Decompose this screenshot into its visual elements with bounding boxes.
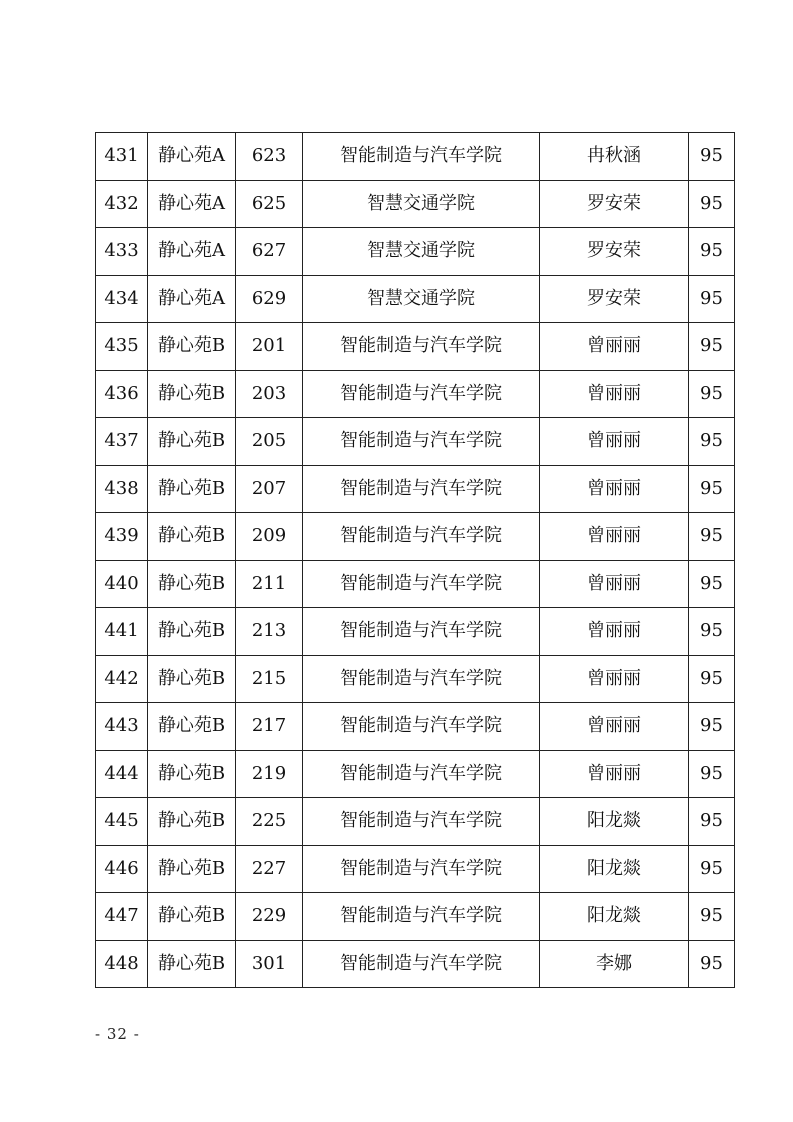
cell-serial-number: 440 bbox=[96, 560, 148, 608]
cell-responsible-person: 阳龙燚 bbox=[540, 893, 689, 941]
table-row bbox=[96, 370, 735, 418]
cell-responsible-person: 李娜 bbox=[540, 940, 689, 988]
cell-responsible-person: 罗安荣 bbox=[540, 180, 689, 228]
cell-responsible-person: 曾丽丽 bbox=[540, 750, 689, 798]
cell-room-number: 225 bbox=[236, 798, 303, 846]
cell-score: 95 bbox=[689, 133, 735, 181]
cell-room-number: 207 bbox=[236, 465, 303, 513]
table-row bbox=[96, 655, 735, 703]
page-number: - 32 - bbox=[95, 1025, 140, 1043]
cell-room-number: 217 bbox=[236, 703, 303, 751]
cell-room-number: 205 bbox=[236, 418, 303, 466]
cell-score: 95 bbox=[689, 893, 735, 941]
cell-score: 95 bbox=[689, 798, 735, 846]
table-row bbox=[96, 608, 735, 656]
cell-room-number: 213 bbox=[236, 608, 303, 656]
cell-serial-number: 442 bbox=[96, 655, 148, 703]
table-row bbox=[96, 275, 735, 323]
table-row bbox=[96, 560, 735, 608]
cell-responsible-person: 冉秋涵 bbox=[540, 133, 689, 181]
cell-building: 静心苑B bbox=[148, 560, 236, 608]
cell-score: 95 bbox=[689, 560, 735, 608]
cell-serial-number: 439 bbox=[96, 513, 148, 561]
cell-serial-number: 443 bbox=[96, 703, 148, 751]
cell-building: 静心苑A bbox=[148, 228, 236, 276]
cell-room-number: 211 bbox=[236, 560, 303, 608]
cell-college: 智慧交通学院 bbox=[303, 228, 540, 276]
cell-building: 静心苑B bbox=[148, 750, 236, 798]
cell-score: 95 bbox=[689, 370, 735, 418]
cell-serial-number: 431 bbox=[96, 133, 148, 181]
cell-room-number: 625 bbox=[236, 180, 303, 228]
cell-responsible-person: 曾丽丽 bbox=[540, 560, 689, 608]
cell-college: 智能制造与汽车学院 bbox=[303, 560, 540, 608]
cell-building: 静心苑B bbox=[148, 655, 236, 703]
cell-building: 静心苑B bbox=[148, 703, 236, 751]
table-row bbox=[96, 798, 735, 846]
table-row bbox=[96, 893, 735, 941]
cell-serial-number: 435 bbox=[96, 323, 148, 371]
cell-score: 95 bbox=[689, 940, 735, 988]
cell-serial-number: 448 bbox=[96, 940, 148, 988]
cell-score: 95 bbox=[689, 703, 735, 751]
cell-serial-number: 441 bbox=[96, 608, 148, 656]
table-body bbox=[96, 133, 735, 988]
cell-building: 静心苑B bbox=[148, 465, 236, 513]
cell-score: 95 bbox=[689, 608, 735, 656]
cell-score: 95 bbox=[689, 655, 735, 703]
table-row bbox=[96, 228, 735, 276]
cell-responsible-person: 罗安荣 bbox=[540, 228, 689, 276]
cell-building: 静心苑B bbox=[148, 798, 236, 846]
cell-responsible-person: 曾丽丽 bbox=[540, 608, 689, 656]
cell-responsible-person: 阳龙燚 bbox=[540, 798, 689, 846]
cell-college: 智慧交通学院 bbox=[303, 180, 540, 228]
cell-college: 智能制造与汽车学院 bbox=[303, 418, 540, 466]
cell-building: 静心苑A bbox=[148, 133, 236, 181]
cell-building: 静心苑B bbox=[148, 513, 236, 561]
cell-responsible-person: 罗安荣 bbox=[540, 275, 689, 323]
cell-college: 智能制造与汽车学院 bbox=[303, 513, 540, 561]
table-row bbox=[96, 323, 735, 371]
cell-responsible-person: 阳龙燚 bbox=[540, 845, 689, 893]
cell-responsible-person: 曾丽丽 bbox=[540, 465, 689, 513]
cell-score: 95 bbox=[689, 513, 735, 561]
cell-building: 静心苑B bbox=[148, 608, 236, 656]
cell-building: 静心苑A bbox=[148, 275, 236, 323]
cell-responsible-person: 曾丽丽 bbox=[540, 418, 689, 466]
table-row bbox=[96, 418, 735, 466]
table-row bbox=[96, 180, 735, 228]
cell-college: 智能制造与汽车学院 bbox=[303, 703, 540, 751]
table-row bbox=[96, 465, 735, 513]
cell-score: 95 bbox=[689, 845, 735, 893]
cell-serial-number: 436 bbox=[96, 370, 148, 418]
cell-serial-number: 433 bbox=[96, 228, 148, 276]
cell-college: 智能制造与汽车学院 bbox=[303, 940, 540, 988]
table-row bbox=[96, 845, 735, 893]
cell-room-number: 623 bbox=[236, 133, 303, 181]
cell-college: 智能制造与汽车学院 bbox=[303, 845, 540, 893]
cell-serial-number: 437 bbox=[96, 418, 148, 466]
cell-building: 静心苑A bbox=[148, 180, 236, 228]
cell-room-number: 629 bbox=[236, 275, 303, 323]
cell-score: 95 bbox=[689, 750, 735, 798]
cell-building: 静心苑B bbox=[148, 418, 236, 466]
cell-score: 95 bbox=[689, 465, 735, 513]
cell-college: 智能制造与汽车学院 bbox=[303, 133, 540, 181]
cell-score: 95 bbox=[689, 323, 735, 371]
cell-college: 智能制造与汽车学院 bbox=[303, 323, 540, 371]
cell-room-number: 215 bbox=[236, 655, 303, 703]
cell-room-number: 301 bbox=[236, 940, 303, 988]
cell-score: 95 bbox=[689, 418, 735, 466]
cell-serial-number: 438 bbox=[96, 465, 148, 513]
cell-responsible-person: 曾丽丽 bbox=[540, 655, 689, 703]
cell-room-number: 227 bbox=[236, 845, 303, 893]
cell-responsible-person: 曾丽丽 bbox=[540, 323, 689, 371]
cell-serial-number: 447 bbox=[96, 893, 148, 941]
cell-building: 静心苑B bbox=[148, 940, 236, 988]
cell-score: 95 bbox=[689, 275, 735, 323]
table-row bbox=[96, 940, 735, 988]
cell-room-number: 201 bbox=[236, 323, 303, 371]
cell-college: 智能制造与汽车学院 bbox=[303, 465, 540, 513]
table-row bbox=[96, 750, 735, 798]
cell-room-number: 229 bbox=[236, 893, 303, 941]
cell-score: 95 bbox=[689, 180, 735, 228]
cell-responsible-person: 曾丽丽 bbox=[540, 370, 689, 418]
table-row bbox=[96, 703, 735, 751]
cell-serial-number: 445 bbox=[96, 798, 148, 846]
table-row bbox=[96, 133, 735, 181]
cell-building: 静心苑B bbox=[148, 845, 236, 893]
cell-serial-number: 444 bbox=[96, 750, 148, 798]
cell-room-number: 219 bbox=[236, 750, 303, 798]
cell-building: 静心苑B bbox=[148, 323, 236, 371]
cell-building: 静心苑B bbox=[148, 370, 236, 418]
cell-room-number: 203 bbox=[236, 370, 303, 418]
cell-responsible-person: 曾丽丽 bbox=[540, 703, 689, 751]
cell-serial-number: 432 bbox=[96, 180, 148, 228]
cell-college: 智能制造与汽车学院 bbox=[303, 370, 540, 418]
cell-college: 智能制造与汽车学院 bbox=[303, 608, 540, 656]
cell-college: 智慧交通学院 bbox=[303, 275, 540, 323]
cell-college: 智能制造与汽车学院 bbox=[303, 798, 540, 846]
cell-serial-number: 434 bbox=[96, 275, 148, 323]
cell-room-number: 209 bbox=[236, 513, 303, 561]
cell-responsible-person: 曾丽丽 bbox=[540, 513, 689, 561]
cell-college: 智能制造与汽车学院 bbox=[303, 655, 540, 703]
table-row bbox=[96, 513, 735, 561]
cell-score: 95 bbox=[689, 228, 735, 276]
dormitory-score-table bbox=[95, 132, 735, 988]
cell-serial-number: 446 bbox=[96, 845, 148, 893]
cell-college: 智能制造与汽车学院 bbox=[303, 893, 540, 941]
cell-room-number: 627 bbox=[236, 228, 303, 276]
cell-building: 静心苑B bbox=[148, 893, 236, 941]
cell-college: 智能制造与汽车学院 bbox=[303, 750, 540, 798]
